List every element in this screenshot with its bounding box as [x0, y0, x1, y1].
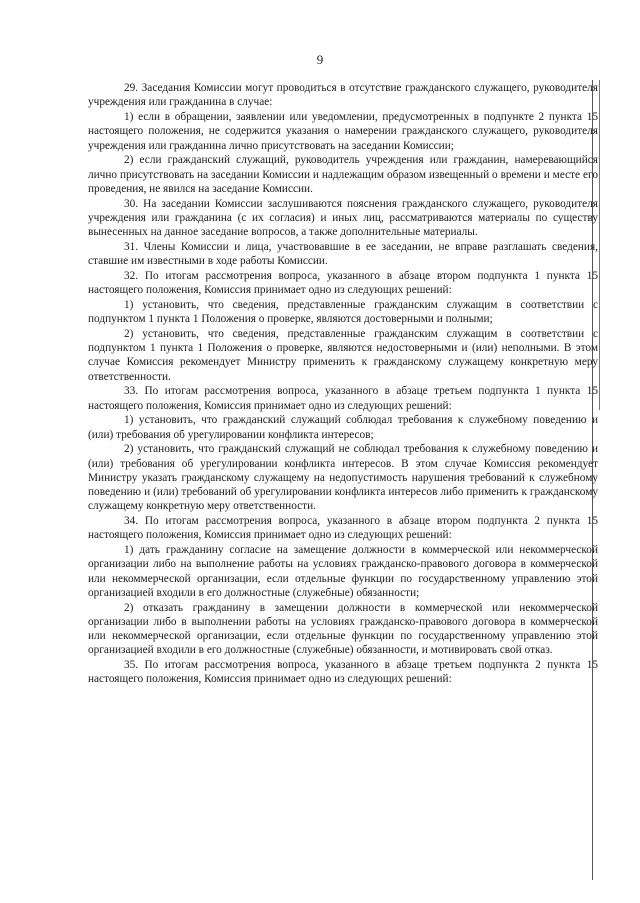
paragraph-32-item-1: 1) установить, что сведения, представленные гражданским служащим в соответствии с подпунктом 1 пункта 1 Положения о проверке, являются достоверными и полными;	[88, 298, 598, 325]
paragraph-31: 31. Члены Комиссии и лица, участвовавшие в ее заседании, не вправе разглашать сведения, ставшие им известными в ходе работы Комиссии.	[88, 240, 598, 267]
scan-margin-line-secondary	[599, 80, 600, 410]
paragraph-30: 30. На заседании Комиссии заслушиваются пояснения гражданского служащего, руководителя учреждения или гражданина (с их согласия) и иных лиц, рассматриваются материалы по существу вынесенных на данное заседание вопросов, а также дополнительные материалы.	[88, 197, 598, 238]
paragraph-29: 29. Заседания Комиссии могут проводиться в отсутствие гражданского служащего, руководителя учреждения или гражданина в случае:	[88, 82, 598, 109]
paragraph-32-item-2: 2) установить, что сведения, представленные гражданским служащим в соответствии с подпунктом 1 пункта 1 Положения о проверке, являются недостоверными и (или) неполными. В этом случае Комиссия рекомендует Министру применить к гражданскому служащему конкретную меру ответственности.	[88, 327, 598, 383]
paragraph-34-item-1: 1) дать гражданину согласие на замещение должности в коммерческой или некоммерческой организации либо на выполнение работы на условиях гражданско-правового договора в коммерческой или некоммерческой организации, если отдельные функции по государственному управлению этой организацией входили в его должностные (служебные) обязанности;	[88, 544, 598, 599]
paragraph-35: 35. По итогам рассмотрения вопроса, указанного в абзаце третьем подпункта 2 пункта 15 настоящего положения, Комиссия принимает одно из следующих решений:	[88, 659, 598, 686]
paragraph-29-item-2: 2) если гражданский служащий, руководитель учреждения или гражданин, намеревающийся лично присутствовать на заседании Комиссии и надлежащим образом извещенный о времени и месте его проведения, не явился на заседание Комиссии.	[88, 154, 598, 195]
document-body	[88, 81, 598, 687]
page-number: 9	[316, 52, 324, 67]
paragraph-34: 34. По итогам рассмотрения вопроса, указанного в абзаце втором подпункта 2 пункта 15 настоящего положения, Комиссия принимает одно из следующих решений:	[88, 515, 598, 542]
paragraph-32: 32. По итогам рассмотрения вопроса, указанного в абзаце втором подпункта 1 пункта 15 настоящего положения, Комиссия принимает одно из следующих решений:	[88, 269, 598, 296]
paragraph-29-item-1: 1) если в обращении, заявлении или уведомлении, предусмотренных в подпункте 2 пункта 15 настоящего положения, не содержится указания о намерении гражданского служащего, руководителя учреждения или гражданина лично присутствовать на заседании Комиссии;	[88, 111, 598, 152]
paragraph-33-item-1: 1) установить, что гражданский служащий соблюдал требования к служебному поведению и (или) требования об урегулировании конфликта интересов;	[88, 414, 598, 441]
paragraph-34-item-2: 2) отказать гражданину в замещении должности в коммерческой или некоммерческой организации либо в выполнении работы на условиях гражданско-правового договора в коммерческой или некоммерческой организации, если отдельные функции по государственному управлению этой организацией входили в его должностные (служебные) обязанности, и мотивировать свой отказ.	[88, 601, 598, 657]
paragraph-33: 33. По итогам рассмотрения вопроса, указанного в абзаце третьем подпункта 1 пункта 15 настоящего положения, Комиссия принимает одно из следующих решений:	[88, 385, 598, 412]
paragraph-33-item-2: 2) установить, что гражданский служащий не соблюдал требования к служебному поведению и (или) требования об урегулировании конфликта интересов. В этом случае Комиссия рекомендует Министру указать гражданскому служащему на недопустимость нарушения требований к служебному поведению и (или) требований об урегулировании конфликта интересов либо применить к гражданскому служащему конкретную меру ответственности.	[88, 443, 598, 513]
